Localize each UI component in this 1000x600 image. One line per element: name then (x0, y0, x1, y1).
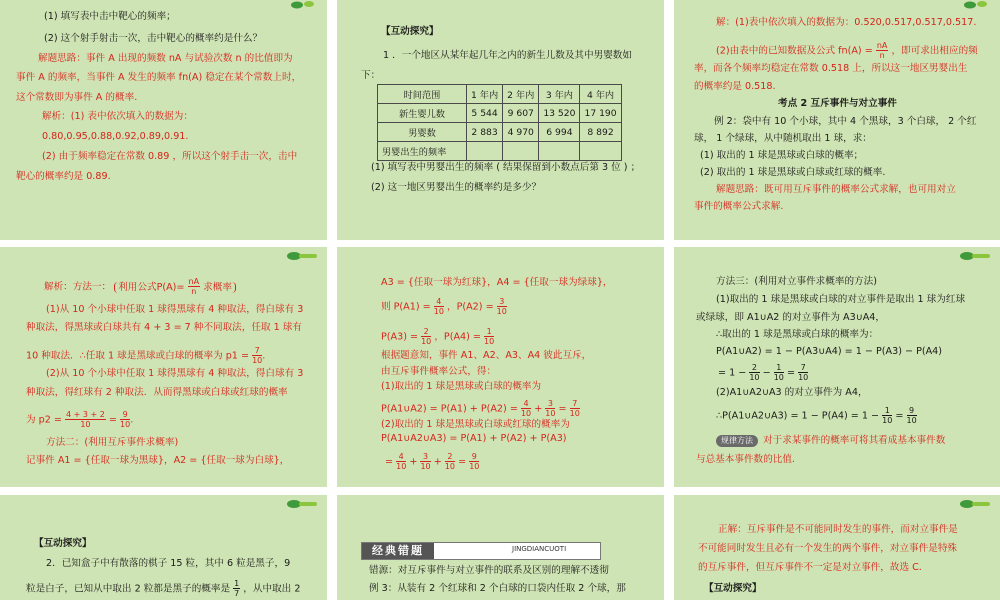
fraction (421, 327, 431, 346)
table-cell: 2 年内 (503, 85, 539, 104)
text-line: 解题思路：既可用互斥事件的概率公式求解，也可用对立 (716, 184, 956, 195)
table-cell: 5 544 (467, 104, 503, 123)
text-fragment: = (385, 456, 394, 468)
text-fragment: 对于求某事件的概率可将其看成基本事件数 (763, 435, 946, 446)
fraction-numerator: 7 (798, 363, 808, 373)
fraction-numerator: 1 (882, 406, 892, 416)
text-line: 事件 A 的频率，当事件 A 发生的频率 fn(A) 稳定在某个常数上时， (16, 72, 302, 83)
table-cell: 1 年内 (467, 85, 503, 104)
fraction (774, 363, 784, 382)
slide-8 (337, 495, 664, 600)
text-line: 例 2：袋中有 10 个小球，其中 4 个黑球，3 个白球， 2 个红 (714, 116, 977, 127)
table-cell: 4 970 (503, 123, 539, 142)
fraction (120, 410, 130, 429)
fraction (907, 406, 917, 425)
rule-method-badge: 规律方法 (716, 435, 758, 447)
fraction-denominator: 10 (396, 462, 407, 471)
table-cell: 13 520 (539, 104, 580, 123)
text-line: (2)取出的 1 球是黑球或白球或红球的概率为 (381, 419, 570, 430)
text-line: (2) 取出的 1 球是黑球或白球或红球的概率. (700, 167, 886, 178)
fraction-denominator: 10 (420, 462, 431, 471)
fraction-numerator: 7 (570, 399, 580, 409)
text-line: 不可能同时发生且必有一个发生的两个事件，对立事件是特殊 (698, 543, 958, 554)
table-cell (467, 142, 503, 161)
slide-3 (674, 0, 1000, 240)
table-row (378, 104, 622, 123)
text-line: 1 ．一个地区从某年起几年之内的新生儿数及其中男婴数如 (383, 50, 632, 61)
text-line (26, 410, 133, 429)
text-line (381, 327, 494, 346)
section-heading: 考点 2 互斥事件与对立事件 (778, 98, 897, 109)
fraction (396, 452, 406, 471)
fraction (521, 399, 531, 418)
text-fragment: P(A1∪A2) = P(A1) + P(A2) = (381, 403, 518, 415)
text-line: 解析：(1) 表中依次填入的数据为： (42, 111, 193, 122)
text-fragment: = 1 − (718, 367, 747, 379)
text-line: (1) 填写表中击中靶心的频率； (44, 11, 176, 22)
green-leaf-logo-icon (285, 249, 319, 263)
slide-5 (337, 247, 664, 487)
slide-9 (674, 495, 1000, 600)
fraction (497, 297, 507, 316)
text-fragment: 10 种取法．∴任取 1 球是黑球或白球的概率为 p1 = (26, 350, 249, 362)
fraction (188, 277, 201, 296)
text-fragment: = (786, 367, 795, 379)
fraction (445, 452, 455, 471)
text-fragment: + (409, 456, 418, 468)
fraction-numerator: 4 + 3 + 2 (66, 410, 105, 419)
fraction-denominator: 10 (520, 409, 532, 418)
text-line (716, 435, 945, 447)
text-fragment: (2)由表中的已知数据及公式 fn(A) = (716, 45, 873, 57)
fraction-numerator: nA (188, 277, 200, 286)
text-line: (2) 这一地区男婴出生的概率约是多少？ (371, 182, 542, 193)
green-leaf-logo-icon (287, 0, 321, 12)
text-line (26, 346, 265, 365)
text-line (381, 399, 580, 418)
text-line: 0.80,0.95,0.88,0.92,0.89,0.91. (42, 131, 189, 142)
fraction (798, 363, 808, 382)
fraction-denominator: 10 (252, 356, 263, 365)
text-line (718, 363, 808, 382)
fraction-denominator: 10 (798, 373, 809, 382)
fraction-denominator: 10 (469, 462, 480, 471)
table-cell (503, 142, 539, 161)
table-header-row (378, 85, 622, 104)
fraction-denominator: 10 (484, 337, 495, 346)
text-line (716, 406, 917, 425)
fraction (233, 579, 240, 598)
slide-4 (0, 247, 327, 487)
fraction-denominator: 10 (882, 416, 893, 425)
text-line: 靶心的概率约是 0.89. (16, 171, 111, 182)
text-fragment: + (534, 403, 543, 415)
text-line: 或绿球，即 A1∪A2 的对立事件为 A3∪A4， (696, 312, 885, 323)
text-line: 记事件 A1 = {任取一球为黑球}，A2 = {任取一球为白球}， (26, 455, 290, 466)
fraction-denominator: 10 (906, 416, 917, 425)
text-fragment: = (108, 414, 117, 426)
fraction-denominator: 7 (234, 589, 240, 598)
section-heading: 【互动探究】 (381, 26, 439, 37)
text-fragment: ∴P(A1∪A2∪A3) = 1 − P(A4) = 1 − (716, 410, 880, 422)
green-leaf-logo-icon (958, 249, 992, 263)
text-line: 的概率约是 0.518. (694, 81, 776, 92)
text-line: 率，而各个频率均稳定在常数 0.518 上，所以这一地区男婴出生 (694, 63, 968, 74)
fraction-denominator: n (879, 51, 885, 60)
fraction (65, 410, 106, 429)
text-line: 正解：互斥事件是不可能同时发生的事件，而对立事件是 (718, 524, 958, 535)
fraction-numerator: 3 (420, 452, 430, 462)
table-cell: 17 190 (580, 104, 621, 123)
text-line: 错源：对互斥事件与对立事件的联系及区别的理解不透彻 (369, 565, 609, 576)
text-fragment: ，P(A4) = (434, 331, 481, 343)
text-line: 这个常数即为事件 A 的概率. (16, 92, 138, 103)
text-line: 方法二：(利用互斥事件求概率) (46, 437, 179, 448)
text-line: 种取法，得红球有 2 种取法．从而得黑球或白球或红球的概率 (26, 387, 288, 398)
fraction-numerator: 3 (497, 297, 507, 307)
text-fragment: ，从中取出 2 (243, 583, 301, 595)
table-cell: 男婴出生的频率 (378, 142, 467, 161)
banner-pinyin: JINGDIANCUOTI (512, 545, 567, 553)
text-line: 根据题意知，事件 A1、A2、A3、A4 彼此互斥， (381, 350, 592, 361)
text-line: (2)A1∪A2∪A3 的对立事件为 A4， (716, 387, 868, 398)
text-line: (1) 填写表中男婴出生的频率 ( 结果保留到小数点后第 3 位 ) ； (371, 162, 641, 173)
text-line: ∴取出的 1 球是黑球或白球的概率为： (716, 329, 879, 340)
slide-2 (337, 0, 664, 240)
slide-1 (0, 0, 327, 240)
fraction-numerator: 3 (545, 399, 555, 409)
table-cell: 3 年内 (539, 85, 580, 104)
text-line (26, 579, 300, 598)
text-line: 例 3：从装有 2 个红球和 2 个白球的口袋内任取 2 个球，那 (369, 583, 626, 594)
fraction-numerator: 4 (396, 452, 406, 462)
green-leaf-logo-icon (285, 497, 319, 511)
table-cell: 8 892 (580, 123, 621, 142)
fraction-numerator: 2 (749, 363, 759, 373)
text-fragment: 利用公式P(A)= (118, 281, 185, 293)
fraction-numerator: 4 (521, 399, 531, 409)
text-line: (1)从 10 个小球中任取 1 球得黑球有 4 种取法，得白球有 3 (46, 304, 304, 315)
text-line: 下： (361, 70, 381, 81)
text-line (716, 41, 978, 60)
text-line: (1)取出的 1 球是黑球或白球的对立事件是取出 1 球为红球 (716, 294, 966, 305)
text-fragment: ，P(A2) = (446, 301, 494, 313)
fraction (570, 399, 580, 418)
text-fragment: = (895, 410, 904, 422)
fraction-denominator: 10 (773, 373, 784, 382)
text-line (381, 297, 507, 316)
text-line: 事件的概率公式求解. (694, 201, 784, 212)
section-heading: 【互动探究】 (704, 583, 762, 594)
text-fragment: . (130, 414, 134, 426)
section-heading: 【互动探究】 (34, 538, 92, 549)
table-cell: 时间范围 (378, 85, 467, 104)
fraction-denominator: 10 (496, 307, 507, 316)
text-line: 的互斥事件，但互斥事件不一定是对立事件，故选 C. (698, 562, 922, 573)
fraction-numerator: 1 (774, 363, 784, 373)
table-cell: 2 883 (467, 123, 503, 142)
slide-7 (0, 495, 327, 600)
birth-table (377, 84, 622, 161)
text-line (385, 452, 479, 471)
fraction-numerator: 9 (120, 410, 130, 420)
text-line: P(A1∪A2) = 1 − P(A3∪A4) = 1 − P(A3) − P(A4) (716, 346, 943, 357)
fraction-denominator: n (191, 287, 197, 296)
fraction (545, 399, 555, 418)
text-fragment: 为 p2 = (26, 414, 62, 426)
text-fragment: 解析：方法一： (44, 281, 112, 293)
fraction (876, 41, 889, 60)
table-cell (539, 142, 580, 161)
table-cell: 6 994 (539, 123, 580, 142)
text-line: 由互斥事件概率公式，得： (381, 366, 497, 377)
text-line: (2) 这个射手射击一次，击中靶心的概率约是什么？ (44, 33, 263, 44)
text-line: P(A1∪A2∪A3) = P(A1) + P(A2) + P(A3) (381, 433, 567, 444)
text-line: (1)取出的 1 球是黑球或白球的概率为 (381, 381, 542, 392)
table-row (378, 123, 622, 142)
fraction (252, 346, 262, 365)
text-fragment: ，即可求出相应的频 (891, 45, 978, 57)
fraction (469, 452, 479, 471)
fraction (484, 327, 494, 346)
fraction-denominator: 10 (545, 409, 556, 418)
fraction-numerator: 9 (469, 452, 479, 462)
text-line (44, 277, 236, 296)
fraction-numerator: 4 (434, 297, 444, 307)
text-line: 方法三：(利用对立事件求概率的方法) (716, 276, 877, 287)
text-fragment: 则 P(A1) = (381, 301, 431, 313)
fraction-denominator: 10 (120, 420, 131, 429)
fraction (882, 406, 892, 425)
fraction-numerator: 7 (252, 346, 262, 356)
text-fragment: − (762, 367, 771, 379)
table-row (378, 142, 622, 161)
fraction-denominator: 10 (80, 420, 91, 429)
text-line: 种取法，得黑球或白球共有 4 + 3 = 7 种不同取法，任取 1 球有 (26, 322, 302, 333)
fraction-numerator: 1 (484, 327, 494, 337)
fraction (434, 297, 444, 316)
text-line: (2) 由于频率稳定在常数 0.89 ，所以这个射手击一次，击中 (42, 151, 298, 162)
fraction-denominator: 10 (421, 337, 432, 346)
text-line: 2．已知盒子中有散落的棋子 15 粒，其中 6 粒是黑子，9 (46, 558, 291, 569)
text-line: 解：(1)表中依次填入的数据为：0.520,0.517,0.517,0.517. (716, 17, 977, 28)
text-line: 与总基本事件数的比值. (696, 454, 795, 465)
text-fragment: 求概率 (203, 281, 232, 293)
fraction-denominator: 10 (569, 409, 580, 418)
text-fragment: = (558, 403, 567, 415)
table-cell: 新生婴儿数 (378, 104, 467, 123)
table-cell (580, 142, 621, 161)
table-cell: 4 年内 (580, 85, 621, 104)
text-line: A3 = {任取一球为红球}，A4 = {任取一球为绿球}， (381, 277, 613, 288)
fraction-numerator: 2 (445, 452, 455, 462)
fraction-numerator: nA (876, 41, 888, 50)
green-leaf-logo-icon (960, 0, 994, 12)
method-bracket (114, 277, 236, 296)
classic-mistakes-banner (361, 542, 601, 560)
text-line: 解题思路：事件 A 出现的频数 nA 与试验次数 n 的比值即为 (38, 53, 293, 64)
text-line: (1) 取出的 1 球是黑球或白球的概率； (700, 150, 864, 161)
table-cell: 9 607 (503, 104, 539, 123)
slide-6 (674, 247, 1000, 487)
green-leaf-logo-icon (958, 497, 992, 511)
text-line: (2)从 10 个小球中任取 1 球得黑球有 4 种取法，得白球有 3 (46, 368, 304, 379)
text-fragment: . (262, 350, 266, 362)
fraction-numerator: 1 (234, 579, 240, 588)
fraction-denominator: 10 (749, 373, 760, 382)
fraction-denominator: 10 (444, 462, 456, 471)
banner-title: 经典错题 (362, 543, 434, 559)
text-fragment: + (433, 456, 442, 468)
text-fragment: 粒是白子，已知从中取出 2 粒都是黑子的概率是 (26, 583, 231, 595)
fraction-numerator: 9 (907, 406, 917, 416)
fraction (420, 452, 430, 471)
fraction-denominator: 10 (433, 307, 444, 316)
text-fragment: = (458, 456, 467, 468)
fraction (749, 363, 759, 382)
fraction-numerator: 2 (421, 327, 431, 337)
text-line: 球， 1 个绿球，从中随机取出 1 球，求： (694, 133, 872, 144)
text-fragment: P(A3) = (381, 331, 419, 343)
table-cell: 男婴数 (378, 123, 467, 142)
